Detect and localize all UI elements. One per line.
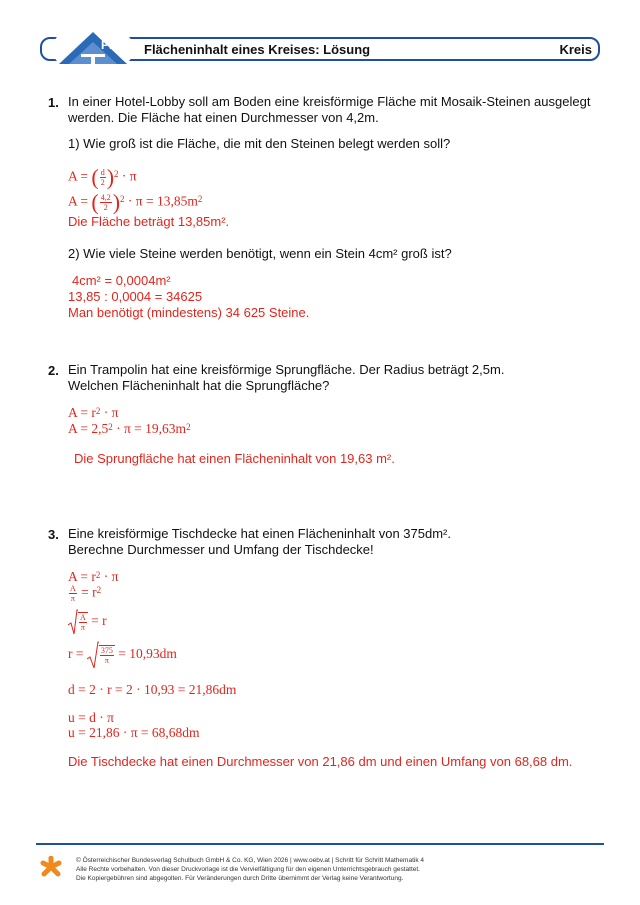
task3-formula5: d = 2 · r = 2 · 10,93 = 21,86dm — [68, 682, 237, 697]
plus-logo — [55, 30, 131, 68]
task1-formula1: A = ( $\frac{d}{2}$ )$^2$ · π — [68, 164, 137, 190]
task1-formula2: A = ( $\frac{4,2}{2}$ )$^2 \cdot \pi = 13,85m^2$ — [68, 189, 203, 215]
page-title: Flächeninhalt eines Kreises: Lösung — [144, 42, 371, 57]
task3-formula2: $\frac{A}{\pi}$ = $r^2$ — [70, 584, 102, 603]
task1-answer2: Man benötigt (mindestens) 34 625 Steine. — [68, 305, 310, 320]
task3-line2: Berechne Durchmesser und Umfang der Tischdecke! — [68, 542, 374, 557]
task3-formula4: r = $\frac{375}{\pi}$ = 10,93dm — [68, 641, 177, 669]
task3-formula1: $A = r^2 \cdot \pi$ — [68, 569, 119, 584]
task2-line2: Welchen Flächeninhalt hat die Sprungfläche? — [68, 378, 330, 393]
task2-formula1: $A = r^2 \cdot \pi$ — [68, 405, 119, 420]
footer-text — [76, 856, 424, 883]
task1-line2: werden. Die Fläche hat einen Durchmesser von 4,2m. — [68, 110, 379, 125]
task2-number: 2. — [48, 363, 59, 378]
task3-formula6: u = d · π — [68, 710, 114, 725]
task1-question2: 2) Wie viele Steine werden benötigt, wenn ein Stein 4cm² groß ist? — [68, 246, 452, 261]
task1-answer1: Die Fläche beträgt 13,85m². — [68, 214, 230, 229]
task3-formula3: $\frac{A}{\pi}$ = r — [68, 609, 107, 635]
task3-number: 3. — [48, 527, 59, 542]
task3-line1: Eine kreisförmige Tischdecke hat einen Flächeninhalt von 375dm². — [68, 526, 451, 541]
footer-line3: Die Kopiergebühren sind abgegolten. Für Veränderungen durch Dritte übernimmt der Verlag keine Verantwortung. — [76, 875, 404, 882]
task3-answer: Die Tischdecke hat einen Durchmesser von 21,86 dm und einen Umfang von 68,68 dm. — [68, 754, 573, 769]
page-topic: Kreis — [559, 42, 592, 57]
task3-formula7: u = 21,86 · π = 68,68dm — [68, 725, 200, 740]
task1-question1: 1) Wie groß ist die Fläche, die mit den Steinen belegt werden soll? — [68, 136, 451, 151]
publisher-star-icon — [40, 856, 62, 878]
footer-divider — [36, 843, 604, 845]
task1-calc2: 13,85 : 0,0004 = 34625 — [68, 289, 203, 304]
task2-answer: Die Sprungfläche hat einen Flächeninhalt von 19,63 m². — [74, 451, 395, 466]
task2-line1: Ein Trampolin hat eine kreisförmige Sprungfläche. Der Radius beträgt 2,5m. — [68, 362, 505, 377]
task2-formula2: $A = 2,5^2 \cdot \pi = 19,63m^2$ — [68, 421, 191, 436]
task1-number: 1. — [48, 95, 59, 110]
logo-text: Plus — [101, 38, 127, 52]
task1-line1: In einer Hotel-Lobby soll am Boden eine kreisförmige Fläche mit Mosaik-Steinen ausgelegt — [68, 94, 591, 109]
footer-line1: © Österreichischer Bundesverlag Schulbuch GmbH & Co. KG, Wien 2026 | www.oebv.at | Schritt für Schritt Mathematik 4 — [76, 857, 424, 864]
footer-line2: Alle Rechte vorbehalten. Von dieser Druckvorlage ist die Vervielfältigung für den eigenen Unterrichtsgebrauch gestattet. — [76, 866, 420, 873]
task1-calc1: 4cm² = 0,0004m² — [72, 273, 171, 288]
